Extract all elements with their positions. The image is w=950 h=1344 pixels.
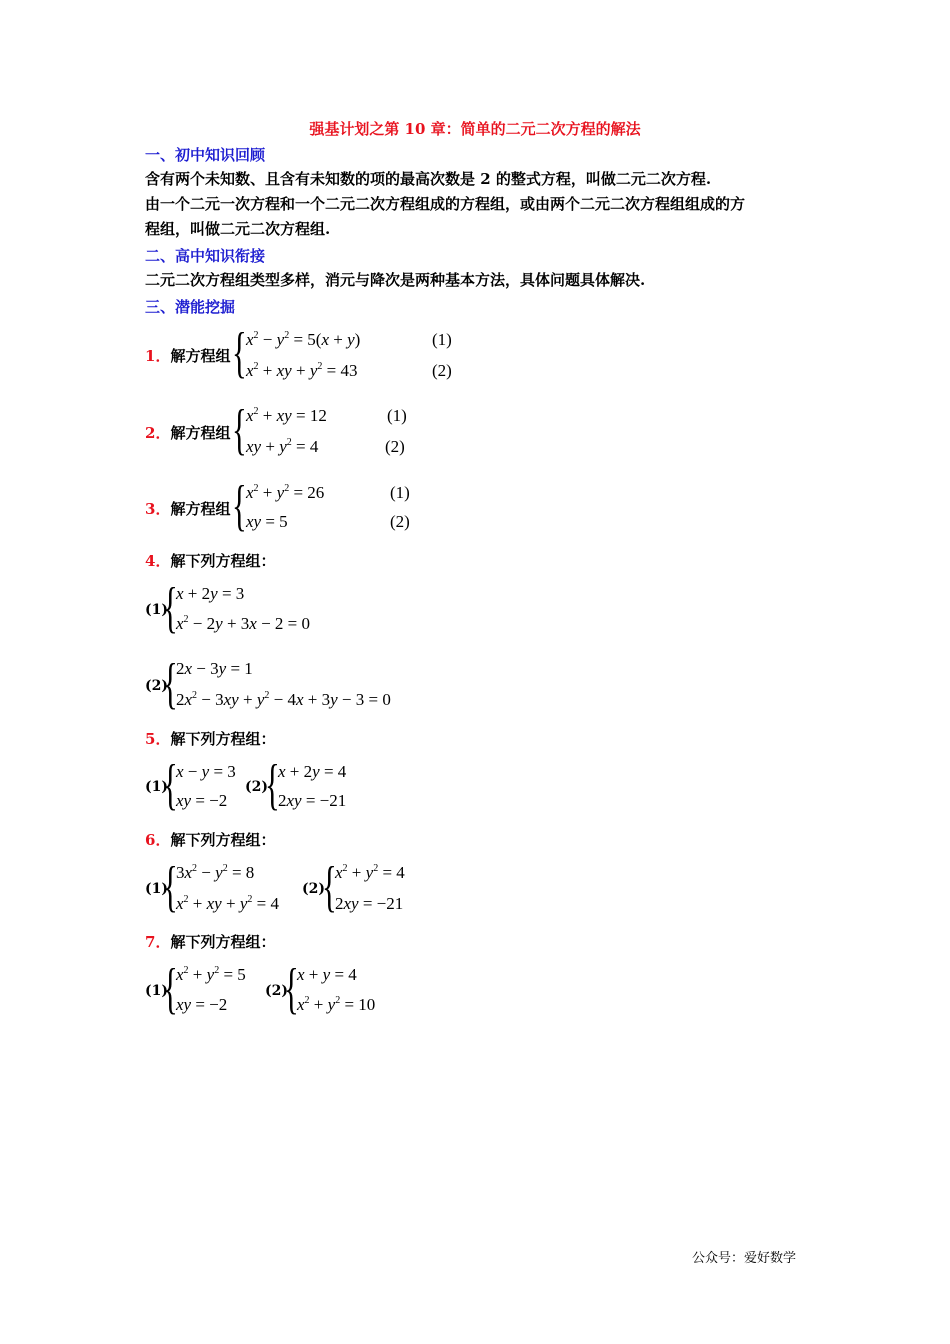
brace-icon: { bbox=[322, 856, 337, 918]
problem-6-text: 解下列方程组： bbox=[170, 831, 276, 849]
equation-1-1: $x^2 - y^2 = 5(x + y)$ bbox=[246, 330, 361, 349]
problem-6-number: 6 bbox=[145, 831, 156, 849]
problem-1-text: 解方程组 bbox=[170, 347, 231, 365]
equation-6-2-2: 2xy = −21 bbox=[335, 894, 404, 913]
problem-7-text: 解下列方程组： bbox=[170, 933, 276, 951]
paragraph-system-definition-line1: 由一个二元一次方程和一个二元二次方程组成的方程组，或由两个二元二次方程组组成的方 bbox=[145, 195, 746, 213]
document-title: 强基计划之第 10 章：简单的二元二次方程的解法 bbox=[309, 120, 641, 138]
problem-7-label: 7．解下列方程组： bbox=[145, 933, 276, 951]
equation-6-1-1: $3x^2 - y^2 = 8$ bbox=[176, 863, 255, 882]
paragraph-methods: 二元二次方程组类型多样，消元与降次是两种基本方法，具体问题具体解决. bbox=[145, 271, 646, 289]
equation-7-1-1: $x^2 + y^2 = 5$ bbox=[176, 965, 246, 984]
equation-5-1-1: x − y = 3 bbox=[176, 762, 236, 781]
subproblem-label: (2) bbox=[265, 983, 288, 999]
equation-tag: (1) bbox=[432, 330, 452, 349]
equation-5-2-1: x + 2y = 4 bbox=[278, 762, 347, 781]
equation-6-1-2: $x^2$ + xy + $y^2 = 4$ bbox=[176, 894, 279, 913]
equation-5-1-2: xy = −2 bbox=[176, 791, 228, 810]
problem-4-label: 4．解下列方程组： bbox=[145, 552, 276, 570]
subproblem-label: (1) bbox=[145, 881, 168, 897]
problem-5-number: 5 bbox=[145, 730, 156, 748]
equation-tag: (1) bbox=[390, 483, 410, 502]
equation-tag: (2) bbox=[432, 361, 452, 380]
problem-1-number: 1 bbox=[145, 347, 156, 365]
subproblem-label: (1) bbox=[145, 602, 168, 618]
equation-tag: (2) bbox=[390, 512, 410, 531]
problem-5-text: 解下列方程组： bbox=[170, 730, 276, 748]
problem-1-label: 1．解方程组 bbox=[145, 347, 231, 365]
equation-1-2: $x^2$ + xy + $y^2 = 43$ bbox=[246, 361, 358, 380]
subproblem-label: (1) bbox=[145, 983, 168, 999]
footer-account: 公众号：爱好数学 bbox=[692, 1251, 797, 1266]
problem-4-number: 4 bbox=[145, 552, 156, 570]
problem-7-number: 7 bbox=[145, 933, 156, 951]
paragraph-system-definition-line2: 程组，叫做二元二次方程组. bbox=[145, 220, 331, 238]
problem-4-text: 解下列方程组： bbox=[170, 552, 276, 570]
brace-icon: { bbox=[232, 399, 247, 461]
problem-2-number: 2 bbox=[145, 424, 156, 442]
equation-7-2-1: x + y = 4 bbox=[297, 965, 357, 984]
equation-4-2-2: $2x^2 - 3xy + y^2 - 4x + 3y - 3 = 0$ bbox=[176, 690, 391, 709]
brace-icon: { bbox=[232, 475, 247, 537]
brace-icon: { bbox=[265, 754, 280, 816]
brace-icon: { bbox=[232, 322, 247, 384]
problem-3-label: 3．解方程组 bbox=[145, 500, 231, 518]
equation-3-1: $x^2 + y^2 = 26$ bbox=[246, 483, 325, 502]
section-heading-potential: 三、潜能挖掘 bbox=[145, 298, 236, 316]
brace-icon: { bbox=[163, 958, 178, 1020]
problem-2-label: 2．解方程组 bbox=[145, 424, 231, 442]
section-heading-review: 一、初中知识回顾 bbox=[145, 146, 266, 164]
problem-3-number: 3 bbox=[145, 500, 156, 518]
equation-4-1-1: x + 2y = 3 bbox=[176, 584, 245, 603]
equation-tag: (1) bbox=[387, 406, 407, 425]
section-heading-bridge: 二、高中知识衔接 bbox=[145, 247, 266, 265]
equation-2-2: xy + $y^2 = 4$ bbox=[246, 437, 319, 456]
subproblem-label: (2) bbox=[245, 779, 268, 795]
subproblem-label: (1) bbox=[145, 779, 168, 795]
equation-tag: (2) bbox=[385, 437, 405, 456]
problem-3-text: 解方程组 bbox=[170, 500, 231, 518]
equation-5-2-2: 2xy = −21 bbox=[278, 791, 347, 810]
equation-4-2-1: 2x − 3y = 1 bbox=[176, 659, 253, 678]
subproblem-label: (2) bbox=[302, 881, 325, 897]
brace-icon: { bbox=[163, 577, 178, 639]
brace-icon: { bbox=[163, 754, 178, 816]
problem-5-label: 5．解下列方程组： bbox=[145, 730, 276, 748]
brace-icon: { bbox=[284, 958, 299, 1020]
equation-6-2-1: $x^2 + y^2 = 4$ bbox=[335, 863, 405, 882]
equation-4-1-2: $x^2 - 2y + 3x - 2 = 0$ bbox=[176, 614, 311, 633]
problem-2-text: 解方程组 bbox=[170, 424, 231, 442]
paragraph-definition: 含有两个未知数、且含有未知数的项的最高次数是 2 的整式方程，叫做二元二次方程. bbox=[145, 170, 712, 188]
equation-7-2-2: $x^2 + y^2 = 10$ bbox=[297, 995, 376, 1014]
subproblem-label: (2) bbox=[145, 678, 168, 694]
brace-icon: { bbox=[163, 856, 178, 918]
equation-2-1: $x^2$ + xy = 12 bbox=[246, 406, 327, 425]
problem-6-label: 6．解下列方程组： bbox=[145, 831, 276, 849]
equation-3-2: xy = 5 bbox=[246, 512, 288, 531]
brace-icon: { bbox=[163, 653, 178, 715]
equation-7-1-2: xy = −2 bbox=[176, 995, 228, 1014]
